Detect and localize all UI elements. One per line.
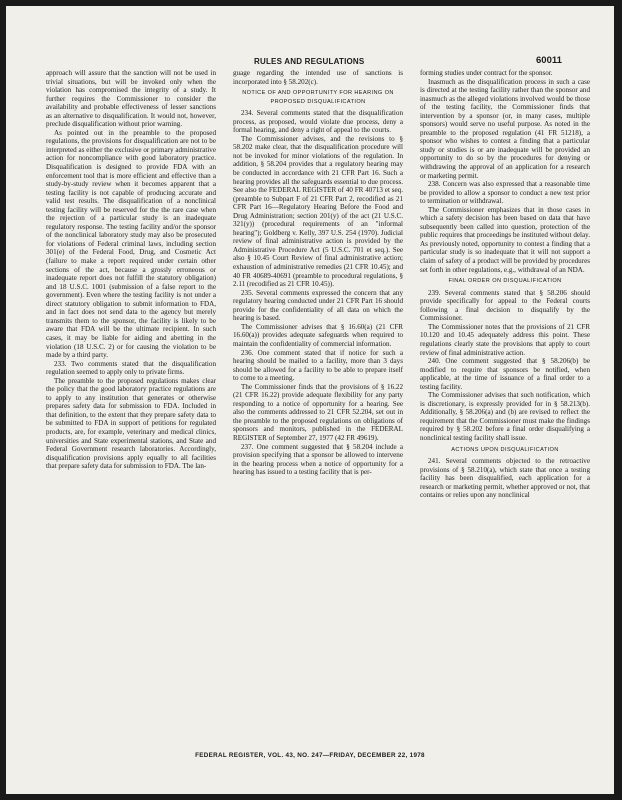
paragraph: 236. One comment stated that if notice for such a hearing should be mailed to a facility, more than 3 days should be allowed for a facility to be able to prepare itself to come to a meeting. [233, 348, 403, 383]
page-header [6, 55, 614, 67]
paragraph: 238. Concern was also expressed that a reasonable time be provided to allow a sponsor to conduct a new test prior to termination or withdrawal. [420, 180, 590, 206]
paragraph: 234. Several comments stated that the disqualification process, as proposed, would violate due process, deny a formal hearing, and deny a right of appeal to the courts. [233, 109, 403, 135]
paragraph: The Commissioner emphasizes that in those cases in which a safety decision has been based on data that have subsequently been called into question, protection of the public requires that proceedings be instituted without delay. As previously noted, opportunity to contest a finding that a particular study is so inadequate that it will not support a claim of safety of a product will be provided by procedures set forth in other regulations, e.g., withdrawal of an NDA. [420, 205, 590, 274]
paragraph: Inasmuch as the disqualification process in such a case is directed at the testing facility rather than the sponsor and inasmuch as the alleged violations involved would be those of the testing facility, the Commissioner finds that intervention by a sponsor (or, in many cases, multiple sponsors) would serve no useful purpose. As noted in the preamble to the proposed regulation (41 FR 51218), a sponsor who wishes to contest a finding that a particular study or studies is or are inadequate will be provided an opportunity to do so by the procedures for denying or withdrawing the approval of an application for a research or marketing permit. [420, 77, 590, 180]
section-heading: FINAL ORDER ON DISQUALIFICATION [448, 278, 562, 285]
paragraph: forming studies under contract for the sponsor. [420, 69, 553, 77]
paragraph: 237. One comment suggested that § 58.204 include a provision specifying that a sponsor be allowed to intervene in the hearing process when a notice of opportunity for a hearing has issued to a testing facility that is per- [233, 442, 403, 477]
document-page [6, 6, 614, 794]
text-column-1 [46, 69, 216, 745]
paragraph: 235. Several comments expressed the concern that any regulatory hearing conducted under 21 CFR Part 16 should provide for the confidentiality of all data on which the hearing is based. [233, 288, 403, 323]
page-number: 60011 [536, 55, 562, 66]
paragraph: The Commissioner advises, and the revisions to § 58.202 make clear, that the disqualification procedure will not be invoked for minor violations of the regulation. In addition, § 58.204 provides that a regulatory hearing may be conducted in accordance with 21 CFR Part 16. Such a hearing provides all the safeguards essential to due process. See also the FEDERAL REGISTER of 40 FR 40713 et seq. (preamble to Subpart F of 21 CFR Part 2, recodified as 21 CFR Part 16—Regulatory Hearing Before the Food and Drug Administration; section 201(y) of the act (21 U.S.C. 321(y)) (procedural requirements of an "informal hearing"); Goldberg v. Kelly, 397 U.S. 254 (1970). Judicial review of final administrative action is provided by the Administrative Procedure Act (5 U.S.C. 701 et seq.). See also § 10.45 Court Review of final administrative action; exhaustion of administrative remedies (21 CFR 10.45); and 40 FR 40689-40691 (preamble to procedural regulations, § 2.11 (recodified as 21 CFR 10.45)). [233, 134, 403, 289]
paragraph: The Commissioner advises that such notification, which is discretionary, is expressly provided for in § 58.213(b). Additionally, § 58.206(a) and (b) are revised to reflect the requirement that the Commissioner must make the findings required by § 58.202 before a final order disqualifying a nonclinical testing facility shall issue. [420, 391, 590, 442]
page-footer: FEDERAL REGISTER, VOL. 43, NO. 247—FRIDAY, DECEMBER 22, 1978 [195, 752, 425, 759]
paragraph: 239. Several comments stated that § 58.206 should provide specifically for appeal to the Federal courts following a final decision to disqualify by the Commissioner. [420, 288, 590, 323]
paragraph: guage regarding the intended use of sanctions is incorporated into § 58.202(c). [233, 69, 403, 86]
paragraph: As pointed out in the preamble to the proposed regulations, the provisions for disqualification are not to be interpreted as either the exclusive or primary administrative action for noncompliance with good laboratory practice. Disqualification is designed to provide FDA with an enforcement tool that is more efficient and effective than a study-by-study review when it becomes apparent that a testing facility is not capable of producing accurate and valid test results. The disqualification of a nonclinical testing facility will be reserved for the the rare case when the rejection of a particular study is an inadequate regulatory response. The testing facility and/or the sponsor of the nonclinical laboratory study may also be prosecuted for violations of Federal criminal laws, including section 301(e) of the Federal Food, Drug, and Cosmetic Act (failure to make a report required under certain other sections of the act, because a grossly erroneous or inadequate report does not fulfill the statutory obligation) and 18 U.S.C. 1001 (submission of a false report to the government). Even where the testing facility is not under a direct statutory obligation to submit information to FDA, and in fact does not send data to the agency but merely transmits them to the sponsor, the facility is likely to be aware that FDA will be the ultimate recipient. In such cases, it may be liable for aiding and abetting in the violation (18 U.S.C. 2) or for causing the violation to be made by a third party. [46, 128, 216, 360]
text-column-2 [233, 69, 403, 745]
paragraph: The Commissioner advises that § 16.60(a) (21 CFR 16.60(a)) provides adequate safeguards when required to maintain the confidentiality of commercial information. [233, 322, 403, 348]
section-heading: ACTIONS UPON DISQUALIFICATION [451, 446, 559, 453]
paragraph: 241. Several comments objected to the retroactive provisions of § 58.210(a), which state that once a testing facility has been disqualified, each application for a research or marketing permit, whether approved or not, that contains or relies upon any nonclinical [420, 457, 590, 500]
section-heading: NOTICE OF AND OPPORTUNITY FOR HEARING ON PROPOSED DISQUALIFICATION [242, 90, 394, 105]
paragraph: The Commissioner notes that the provisions of 21 CFR 10.120 and 10.45 adequately address this point. These regulations clearly state the provisions that apply to court review of final administrative action. [420, 322, 590, 357]
text-column-3 [420, 69, 590, 745]
paragraph: approach will assure that the sanction will not be used in trivial situations, but will be invoked only when the violation has compromised the integrity of a study. It further requires the Commissioner to consider the availability and probable effectiveness of lesser sanctions as an alternative to disqualification. It would not, however, preclude disqualification without prior warning. [46, 69, 216, 129]
paragraph: The Commissioner finds that the provisions of § 16.22 (21 CFR 16.22) provide adequate flexibility for any party responding to a notice of opportunity for a hearing. See also the comments addressed to 21 CFR 52.204, set out in the preamble to the proposed regulations on obligations of sponsors and monitors, published in the FEDERAL REGISTER of September 27, 1977 (42 FR 49619). [233, 382, 403, 442]
paragraph: The preamble to the proposed regulations makes clear the policy that the good laboratory practice regulations are to apply to any institution that generates or otherwise prepares safety data for submission to FDA. Included in that definition, to the extent that they prepare safety data to be submitted to FDA in support of petitions for regulated products, are, for example, veterinary and medical clinics, universities and State experimental stations, and State and Federal Government research laboratories. Accordingly, disqualification provisions apply equally to all facilities that prepare safety data for submission to FDA. The lan- [46, 376, 216, 471]
paragraph: 240. One comment suggested that § 58.206(b) be modified to require that sponsors be notified, when applicable, at the time of issuance of a final order to a testing facility. [420, 357, 590, 391]
paragraph: 233. Two comments stated that the disqualification regulation seemed to apply only to private firms. [46, 359, 216, 377]
section-title: RULES AND REGULATIONS [254, 57, 365, 66]
